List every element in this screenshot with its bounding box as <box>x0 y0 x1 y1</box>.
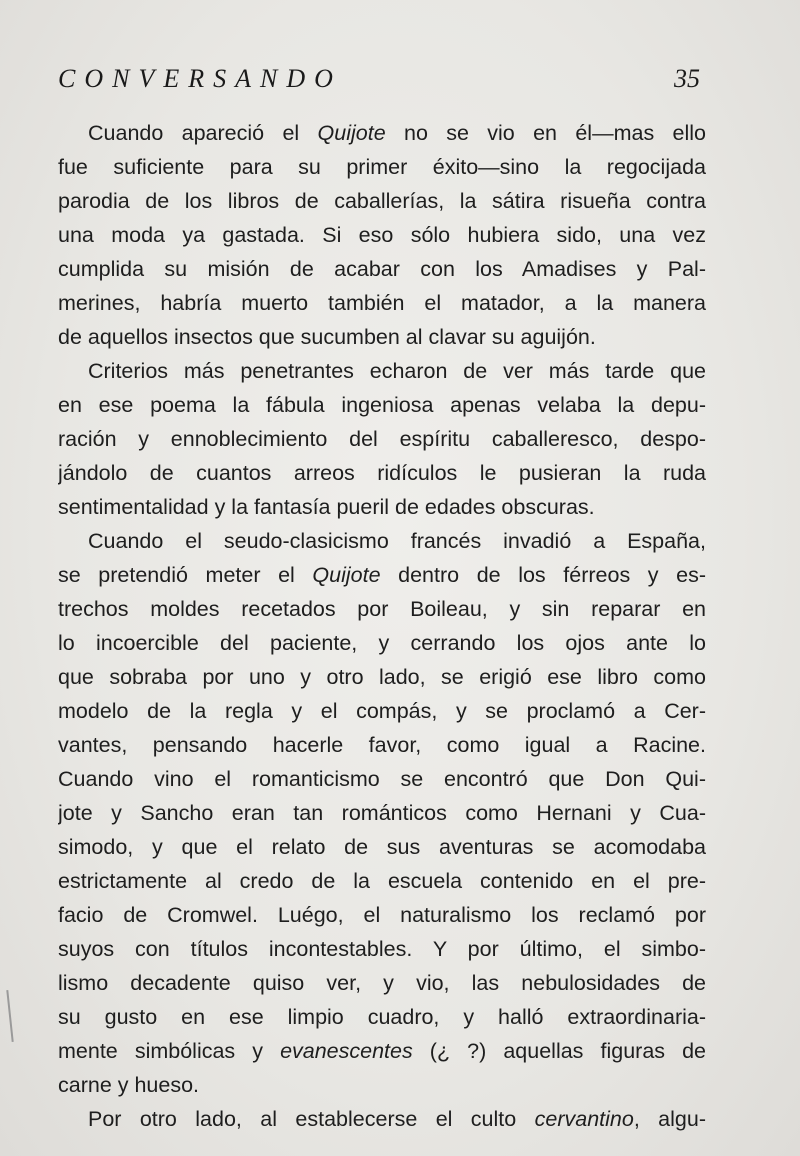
text-segment: ración y ennoblecimiento del espíritu caballeresco, despo- <box>58 427 706 451</box>
text-line <box>58 1000 706 1034</box>
italic-text: Quijote <box>312 563 381 587</box>
italic-text: evanescentes <box>280 1039 413 1063</box>
text-segment: su gusto en ese limpio cuadro, y halló extraordinaria- <box>58 1005 706 1029</box>
text-line <box>58 898 706 932</box>
text-segment: jándolo de cuantos arreos ridículos le pusieran la ruda <box>58 461 706 485</box>
text-line <box>58 932 706 966</box>
text-line <box>58 116 706 150</box>
text-segment: merines, habría muerto también el matador, a la manera <box>58 291 706 315</box>
text-line <box>58 524 706 558</box>
text-segment: jote y Sancho eran tan románticos como Hernani y Cua- <box>58 801 706 825</box>
text-segment: Criterios más penetrantes echaron de ver más tarde que <box>88 359 706 383</box>
text-segment: Por otro lado, al establecerse el culto <box>88 1107 535 1131</box>
text-line <box>58 184 706 218</box>
text-segment: lismo decadente quiso ver, y vio, las nebulosidades de <box>58 971 706 995</box>
running-head <box>58 64 700 100</box>
text-line <box>58 1034 706 1068</box>
text-line <box>58 320 706 354</box>
text-segment: dentro de los férreos y es- <box>380 563 706 587</box>
text-segment: estrictamente al credo de la escuela contenido en el pre- <box>58 869 706 893</box>
text-segment: Cuando apareció el <box>88 121 318 145</box>
text-line <box>58 1068 706 1102</box>
text-line <box>58 150 706 184</box>
text-segment: lo incoercible del paciente, y cerrando los ojos ante lo <box>58 631 706 655</box>
text-line <box>58 626 706 660</box>
text-segment: de aquellos insectos que sucumben al clavar su aguijón. <box>58 325 596 349</box>
text-line <box>58 966 706 1000</box>
text-segment: Cuando el seudo-clasicismo francés invadió a España, <box>88 529 706 553</box>
text-segment: fue suficiente para su primer éxito—sino la regocijada <box>58 155 706 179</box>
italic-text: cervantino <box>534 1107 634 1131</box>
text-segment: (¿ ?) aquellas figuras de <box>412 1039 706 1063</box>
text-segment: facio de Cromwel. Luégo, el naturalismo los reclamó por <box>58 903 706 927</box>
text-line <box>58 456 706 490</box>
body-text <box>58 116 706 1136</box>
text-segment: simodo, y que el relato de sus aventuras se acomodaba <box>58 835 706 859</box>
text-segment: no se vio en él—mas ello <box>385 121 706 145</box>
text-segment: suyos con títulos incontestables. Y por último, el simbo- <box>58 937 706 961</box>
text-segment: sentimentalidad y la fantasía pueril de edades obscuras. <box>58 495 595 519</box>
text-segment: en ese poema la fábula ingeniosa apenas velaba la depu- <box>58 393 706 417</box>
margin-pencil-mark <box>6 990 13 1042</box>
text-line <box>58 592 706 626</box>
text-line <box>58 218 706 252</box>
text-line <box>58 660 706 694</box>
text-line <box>58 762 706 796</box>
text-line <box>58 830 706 864</box>
text-segment: vantes, pensando hacerle favor, como igual a Racine. <box>58 733 706 757</box>
text-segment: que sobraba por uno y otro lado, se erigió ese libro como <box>58 665 706 689</box>
text-segment: , algu- <box>633 1107 706 1131</box>
text-segment: modelo de la regla y el compás, y se proclamó a Cer- <box>58 699 706 723</box>
text-line <box>58 490 706 524</box>
italic-text: Quijote <box>317 121 386 145</box>
text-line <box>58 388 706 422</box>
text-line <box>58 796 706 830</box>
text-segment: mente simbólicas y <box>58 1039 281 1063</box>
running-title: CONVERSANDO <box>58 64 342 93</box>
text-line <box>58 728 706 762</box>
text-segment: una moda ya gastada. Si eso sólo hubiera sido, una vez <box>58 223 706 247</box>
text-segment: carne y hueso. <box>58 1073 200 1097</box>
text-segment: Cuando vino el romanticismo se encontró que Don Qui- <box>58 767 706 791</box>
text-line <box>58 422 706 456</box>
text-line <box>58 252 706 286</box>
text-line <box>58 694 706 728</box>
text-line <box>58 1102 706 1136</box>
text-segment: trechos moldes recetados por Boileau, y sin reparar en <box>58 597 706 621</box>
page-number: 35 <box>674 64 700 93</box>
text-line <box>58 864 706 898</box>
text-segment: se pretendió meter el <box>58 563 313 587</box>
text-line <box>58 354 706 388</box>
text-segment: parodia de los libros de caballerías, la sátira risueña contra <box>58 189 706 213</box>
text-segment: cumplida su misión de acabar con los Amadises y Pal- <box>58 257 706 281</box>
text-line <box>58 558 706 592</box>
text-line <box>58 286 706 320</box>
